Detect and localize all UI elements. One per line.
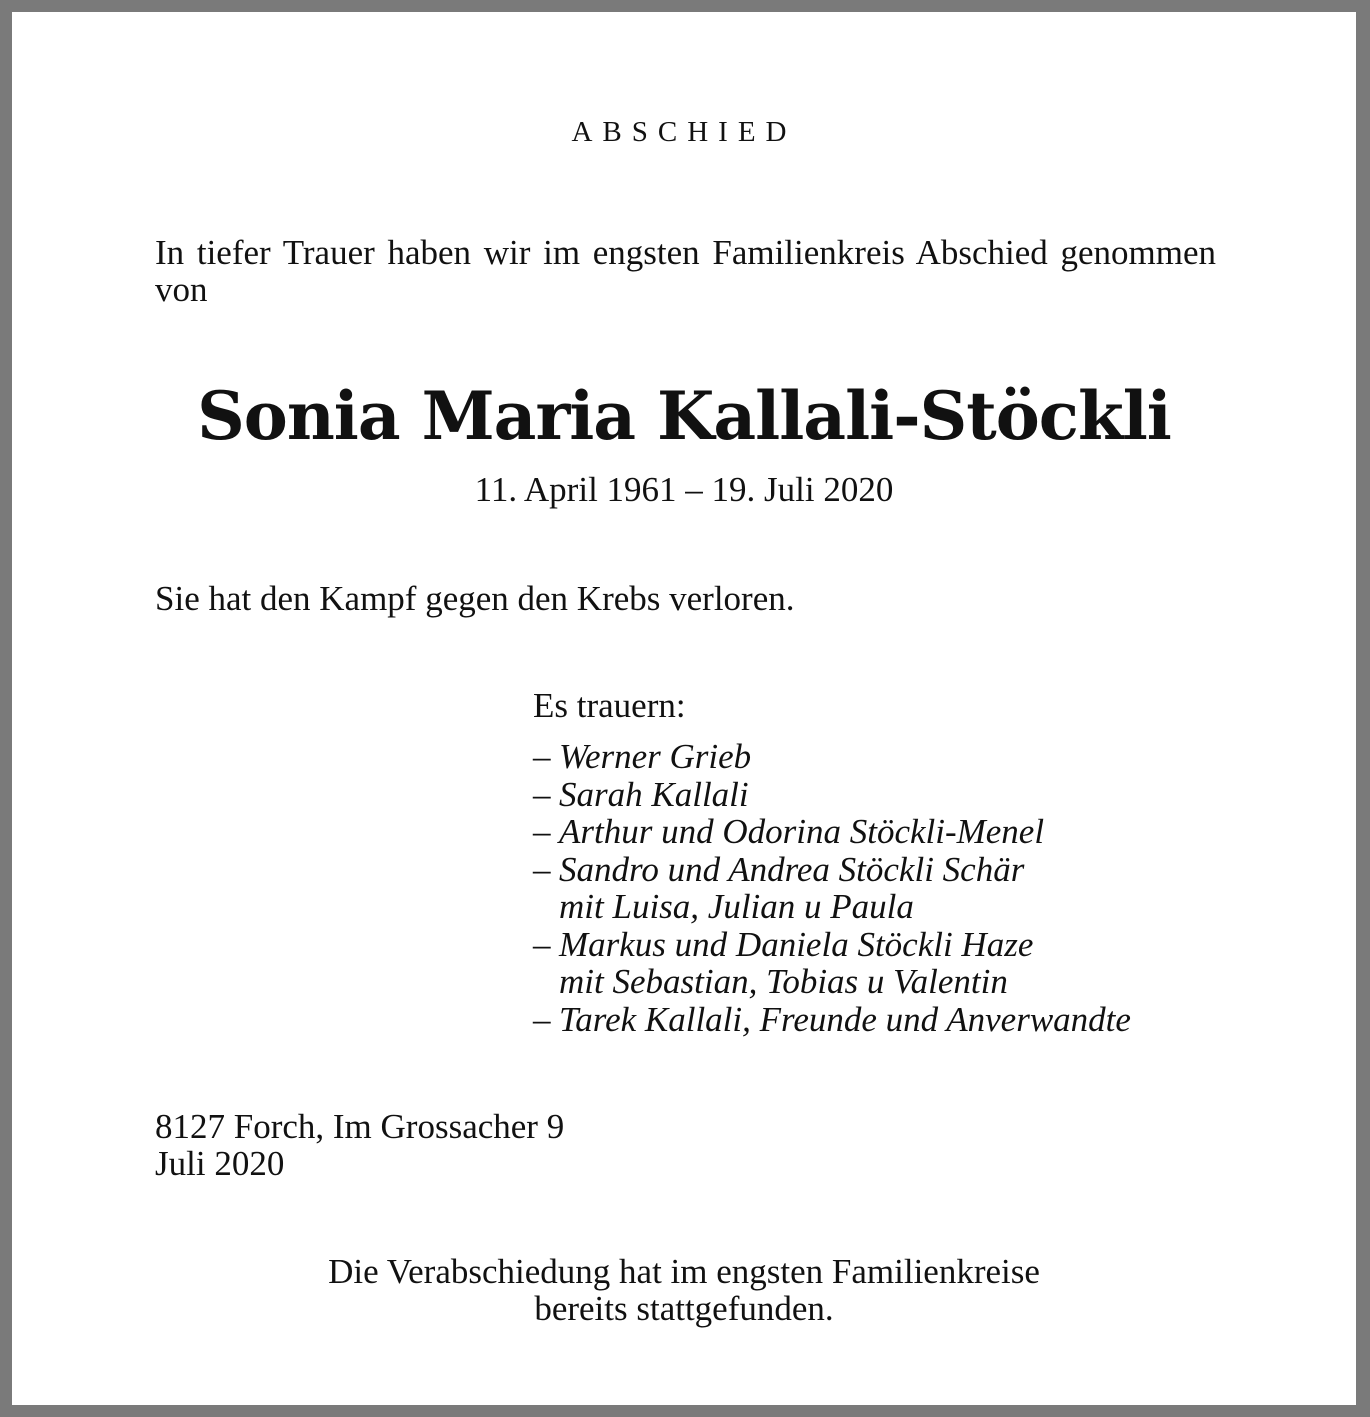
obituary-page xyxy=(12,12,1356,1405)
address-line: 8127 Forch, Im Grossacher 9 xyxy=(155,1107,565,1146)
mourner-name: Sarah Kallali xyxy=(559,774,749,814)
address-date: Juli 2020 xyxy=(155,1144,285,1183)
statement-text: Sie hat den Kampf gegen den Krebs verloren. xyxy=(155,579,795,618)
closing-line-1: Die Verabschiedung hat im engsten Familienkreise xyxy=(328,1252,1040,1291)
dash-marker: – xyxy=(533,774,551,814)
mourner-entry xyxy=(533,776,1253,814)
mourner-entry xyxy=(533,926,1253,1001)
dash-marker: – xyxy=(533,812,551,851)
deceased-name: Sonia Maria Kallali-Stöckli xyxy=(197,377,1171,455)
mourners-heading: Es trauern: xyxy=(533,686,686,725)
mourner-entry xyxy=(533,1001,1253,1039)
dash-marker: – xyxy=(533,737,551,776)
mourner-entry xyxy=(533,851,1253,926)
mourners-block xyxy=(533,686,1253,1038)
closing-note xyxy=(12,1253,1356,1327)
mourner-list xyxy=(533,738,1253,1038)
mourner-children: mit Luisa, Julian u Paula xyxy=(559,887,914,926)
mourner-name: Werner Grieb xyxy=(559,737,752,776)
mourner-entry xyxy=(533,813,1253,851)
intro-text: In tiefer Trauer haben wir im engsten Familienkreis Abschied genommen von xyxy=(155,233,1216,309)
mourner-name: Sandro und Andrea Stöckli Schär xyxy=(559,849,1025,889)
mourner-children: mit Sebastian, Tobias u Valentin xyxy=(559,962,1008,1001)
mourner-name: Tarek Kallali, Freunde und Anverwandte xyxy=(559,999,1131,1039)
mourner-name: Markus und Daniela Stöckli Haze xyxy=(559,924,1034,964)
closing-line-2: bereits stattgefunden. xyxy=(534,1289,834,1328)
mourner-name: Arthur und Odorina Stöckli-Menel xyxy=(559,812,1045,851)
dash-marker: – xyxy=(533,924,551,964)
dash-marker: – xyxy=(533,849,551,889)
mourner-entry xyxy=(533,738,1253,776)
notice-heading: ABSCHIED xyxy=(571,116,797,148)
dash-marker: – xyxy=(533,999,551,1039)
address-block xyxy=(155,1108,564,1182)
life-dates: 11. April 1961 – 19. Juli 2020 xyxy=(474,470,894,509)
